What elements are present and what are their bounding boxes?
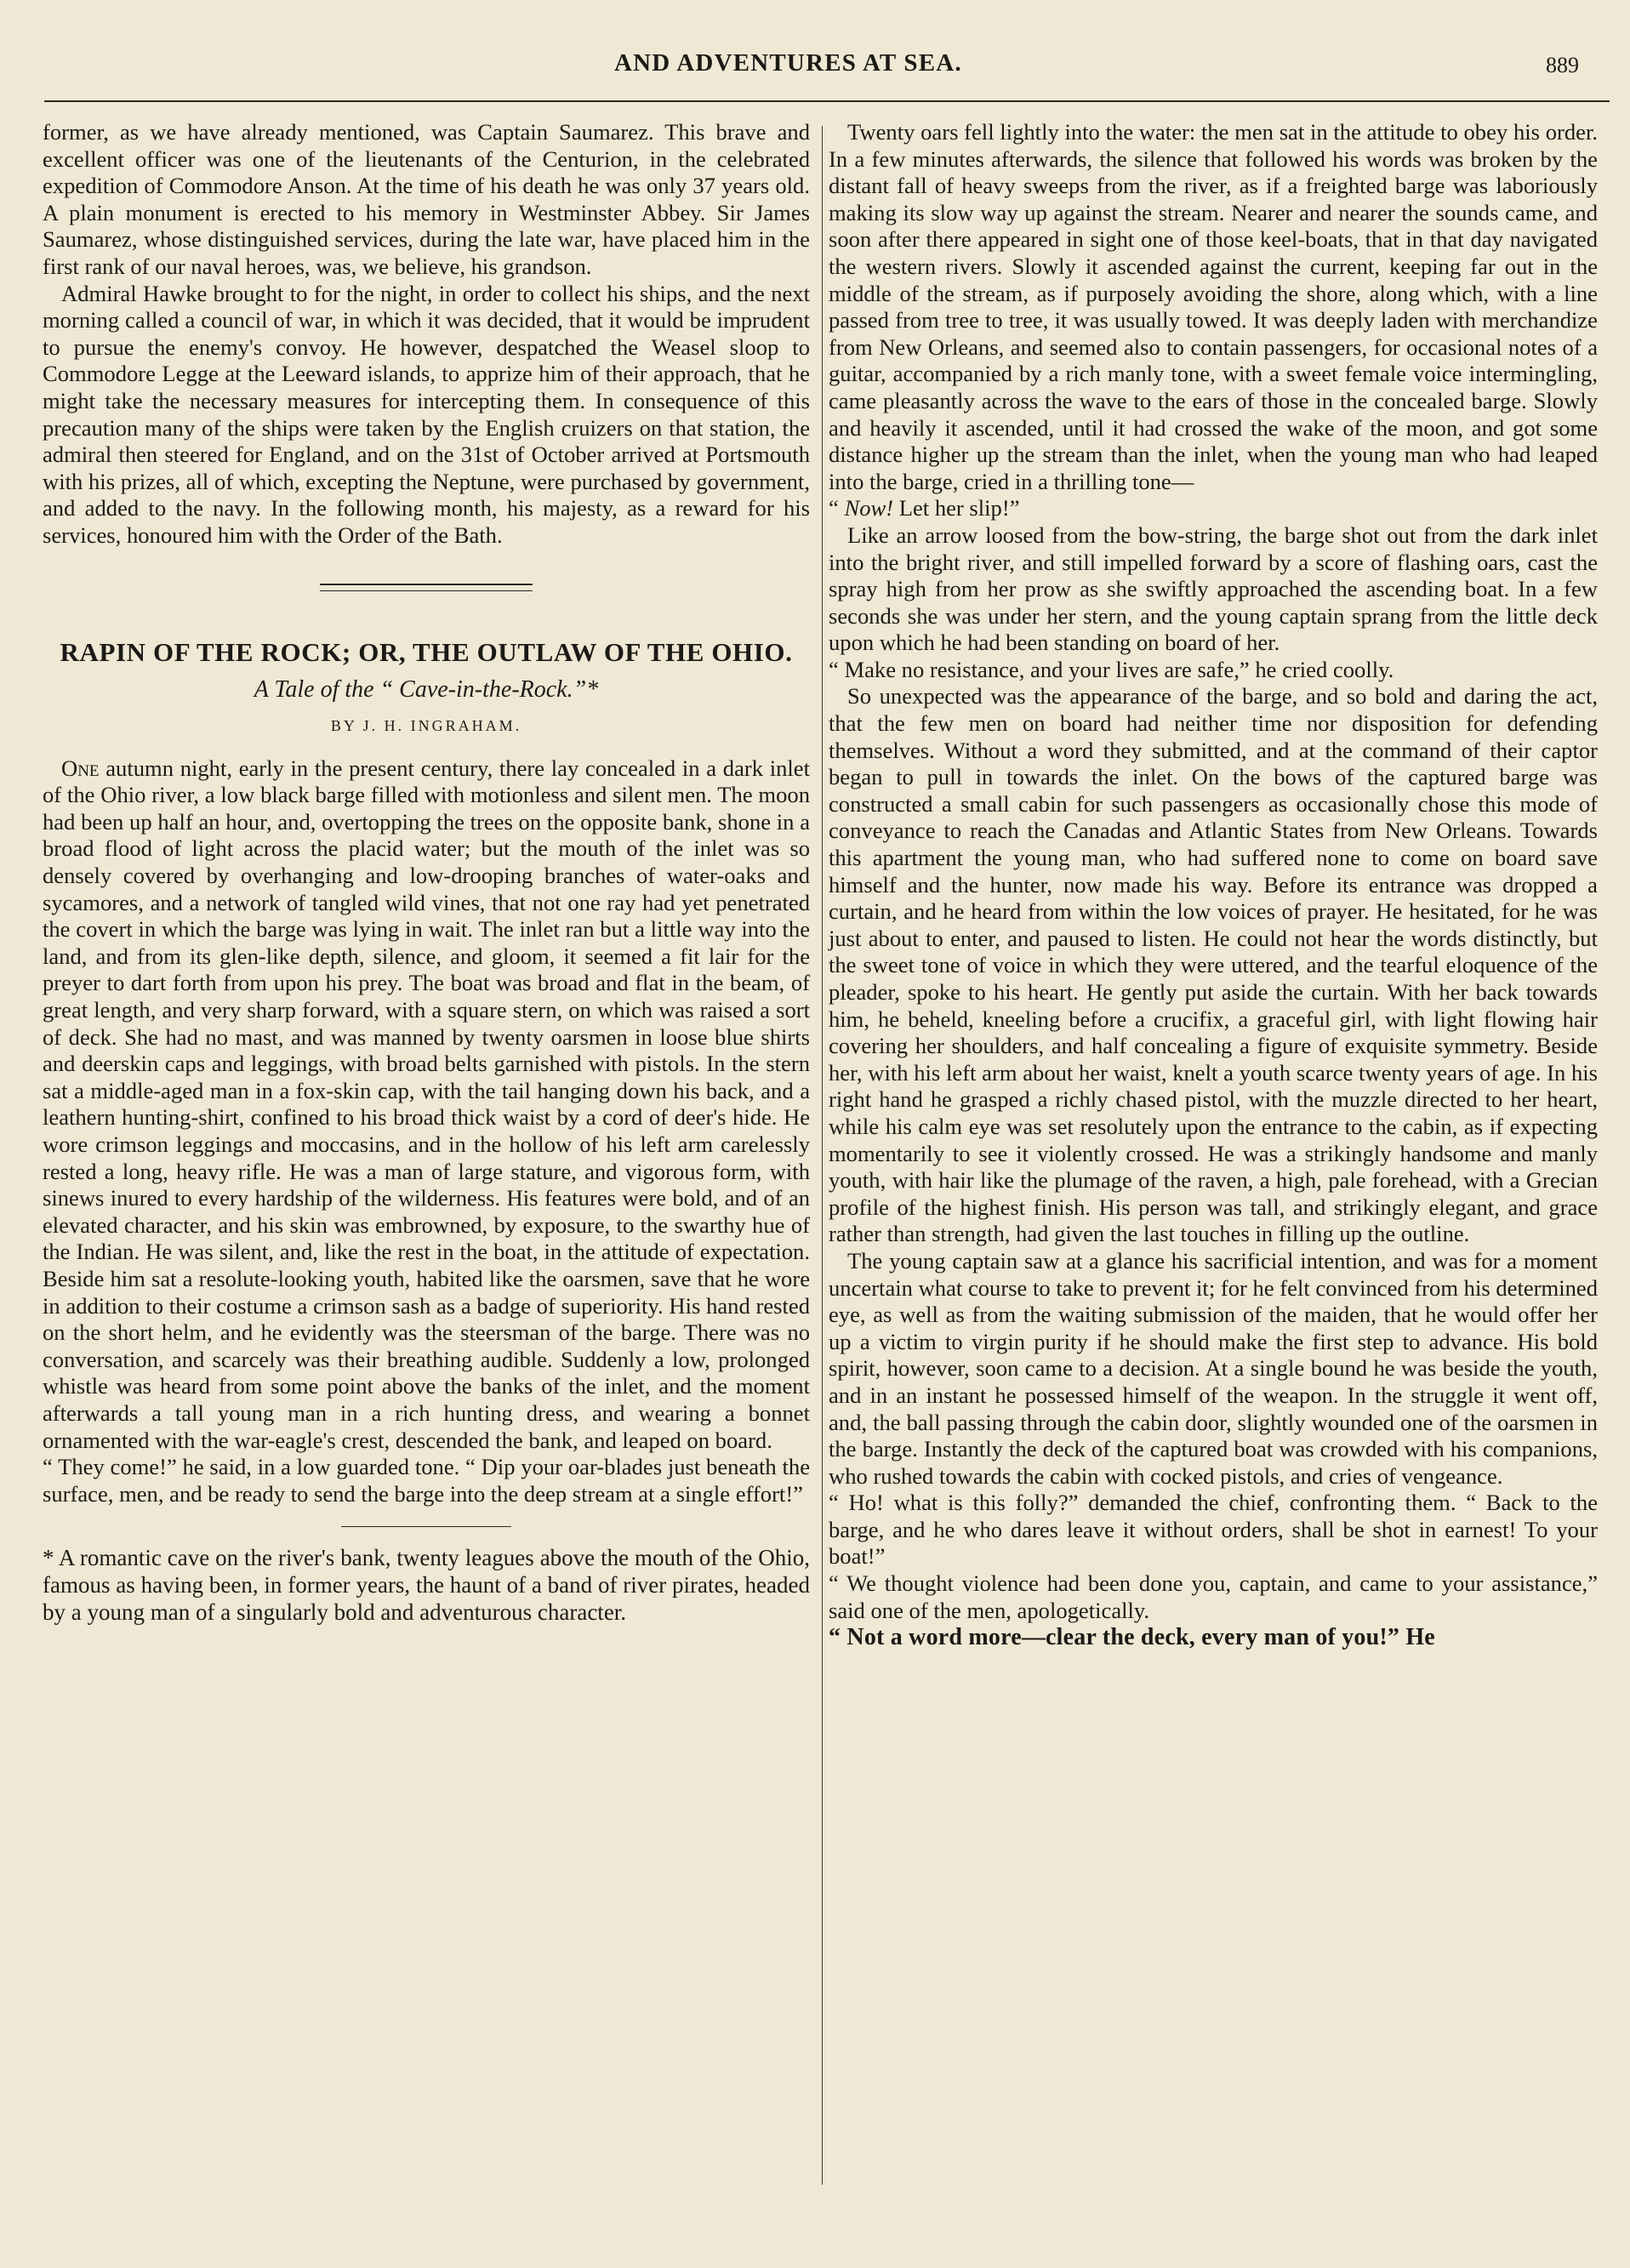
dialogue-make-no-resistance: “ Make no resistance, and your lives are safe,” he cried coolly. <box>829 656 1394 682</box>
running-title: AND ADVENTURES AT SEA. <box>614 49 962 77</box>
article-subtitle: A Tale of the “ Cave-in-the-Rock.”* <box>254 675 599 703</box>
quote-now-italic: Now! <box>844 495 894 521</box>
dialogue-not-a-word-more: “ Not a word more—clear the deck, every man of you!” He <box>829 1624 1435 1651</box>
left-paragraph-2: Admiral Hawke brought to for the night, in order to collect his ships, and the next morning called a council of war, in which it was decided, that it would be imprudent to pursue the enemy's convoy. He however, despatched the Weasel sloop to Commodore Legge at the Leeward islands, to apprize him of their approach, that he might take the necessary measures for intercepting them. In consequence of this precaution many of the ships were taken by the English cruizers on that station, the admiral then steered for England, and on the 31st of October arrived at Portsmouth with his prizes, all of which, excepting the Neptune, were purchased by government, and added to the navy. In the following month, his majesty, as a reward for his services, honoured him with the Order of the Bath. <box>43 280 810 548</box>
quote-open: “ <box>829 495 845 521</box>
opening-word: One <box>61 755 100 781</box>
header-rule <box>44 100 1610 102</box>
article-byline: BY J. H. INGRAHAM. <box>330 717 522 735</box>
article-opening-paragraph <box>43 755 810 1454</box>
right-paragraph-4: The young captain saw at a glance his sacrificial intention, and was for a moment uncertain what course to take to prevent it; for he felt convinced from his determined eye, as well as from the waiting submission of the maiden, that he would offer her up a victim to virgin purity if he should make the first step to advance. His bold spirit, however, soon came to a decision. At a single bound he was beside the youth, and in an instant he possessed himself of the weapon. In the struggle it went off, and, the ball passing through the cabin door, slightly wounded one of the oarsmen in the barge. Instantly the deck of the captured boat was crowded with his companions, who rushed towards the cabin with cocked pistols, and cries of vengeance. <box>829 1247 1598 1489</box>
dialogue-let-her-slip <box>829 495 1598 522</box>
dialogue-they-come: “ They come!” he said, in a low guarded tone. “ Dip your oar-blades just beneath the surface, men, and be ready to send the barge into the deep stream at a single effort!” <box>43 1454 810 1507</box>
footnote: * A romantic cave on the river's bank, twenty leagues above the mouth of the Ohio, famous as having been, in former years, the haunt of a band of river pirates, headed by a young man of a singularly bold and adventurous character. <box>43 1545 810 1626</box>
right-paragraph-1: Twenty oars fell lightly into the water: the men sat in the attitude to obey his order. In a few minutes afterwards, the silence that followed his words was broken by the distant fall of heavy sweeps from the river, as if a freighted barge was laboriously making its slow way up against the stream. Nearer and nearer the sounds came, and soon after there appeared in sight one of those keel-boats, that in that day navigated the western rivers. Slowly it ascended against the current, keeping far out in the middle of the stream, as if purposely avoiding the shore, along which, with a line passed from tree to tree, it was usually towed. It was deeply laden with merchandize from New Orleans, and seemed also to contain passengers, for occasional notes of a guitar, accompanied by a rich manly tone, with a sweet female voice intermingling, came pleasantly across the wave to the ears of those in the concealed barge. Slowly and heavily it ascended, until it had crossed the wake of the moon, and got some distance higher up the stream than the inlet, when the young man who had leaped into the barge, cried in a thrilling tone— <box>829 119 1598 494</box>
article-title: RAPIN OF THE ROCK; OR, THE OUTLAW OF THE OHIO. <box>60 636 793 667</box>
right-column <box>829 119 1598 1651</box>
left-paragraph-1: former, as we have already mentioned, was Captain Saumarez. This brave and excellent officer was one of the lieutenants of the Centurion, in the celebrated expedition of Commodore Anson. At the time of his death he was only 37 years old. A plain monument is erected to his memory in Westminster Abbey. Sir James Saumarez, whose distinguished services, during the late war, have placed him in the first rank of our naval heroes, was, we believe, his grandson. <box>43 119 810 279</box>
opening-text: autumn night, early in the present century, there lay concealed in a dark inlet of the Ohio river, a low black barge filled with motionless and silent men. The moon had been up half an hour, and, overtopping the trees on the opposite bank, shone in a broad flood of light across the placid water; but the mouth of the inlet was so densely covered by overhanging and low-drooping branches of water-oaks and sycamores, and a network of tangled wild vines, that not one ray had yet penetrated the covert in which the barge was lying in wait. The inlet ran but a little way into the land, and from its glen-like depth, silence, and gloom, it seemed a fit lair for the preyer to dart forth from upon his prey. The boat was broad and flat in the beam, of great length, and very sharp forward, with a square stern, on which was raised a sort of deck. She had no mast, and was manned by twenty oarsmen in loose blue shirts and deerskin caps and leggings, with broad belts garnished with pistols. In the stern sat a middle-aged man in a fox-skin cap, with the tail hanging down his back, and a leathern hunting-shirt, confined to his broad thick waist by a cord of deer's hide. He wore crimson leggings and moccasins, and in the hollow of his left arm carelessly rested a long, heavy rifle. He was a man of large stature, and vigorous form, with sinews inured to every hardship of the wilderness. His features were bold, and of an elevated character, and his skin was embrowned, by exposure, to the swarthy hue of the Indian. He was silent, and, like the rest in the boat, in the attitude of expectation. Beside him sat a resolute-looking youth, habited like the oarsmen, save that he wore in addition to their costume a crimson sash as a badge of superiority. His hand rested on the short helm, and he evidently was the steersman of the barge. There was no conversation, and scarcely was their breathing audible. Suddenly a low, prolonged whistle was heard from some point above the banks of the inlet, and the moment afterwards a tall young man in a rich hunting dress, and wearing a bonnet ornamented with the war-eagle's crest, descended the bank, and leaped on board. <box>43 755 810 1453</box>
right-paragraph-3: So unexpected was the appearance of the barge, and so bold and daring the act, that the few men on board had neither time nor disposition for defending themselves. Without a word they submitted, and at the command of their captor began to pull in towards the inlet. On the bows of the captured barge was constructed a small cabin for such passengers as occasionally chose this mode of conveyance to reach the Canadas and Atlantic States from New Orleans. Towards this apartment the young man, who had suffered none to come on board save himself and the hunter, now made his way. Before its entrance was dropped a curtain, and he heard from within the low voices of prayer. He hesitated, for he was just about to enter, and paused to listen. He could not hear the words distinctly, but the sweet tone of voice in which they were uttered, and the tearful eloquence of the pleader, spoke to his heart. He gently put aside the curtain. With her back towards him, he beheld, kneeling before a crucifix, a graceful girl, with light flowing hair covering her shoulders, and half concealing a figure of exquisite symmetry. Beside her, with his left arm about her waist, knelt a youth scarce twenty years of age. In his right hand he grasped a richly chased pistol, with the muzzle directed to her heart, while his calm eye was set resolutely upon the entrance to the cabin, as if expecting momentarily to see it violently crossed. He was a strikingly handsome and manly youth, with hair like the plumage of the raven, a high, pale forehead, with a Grecian profile of the highest finish. His person was tall, and strikingly elegant, and grace rather than strength, had given the last touches in filling up the outline. <box>829 683 1598 1247</box>
page-number: 889 <box>1546 53 1579 77</box>
running-head <box>0 49 1630 83</box>
right-paragraph-2: Like an arrow loosed from the bow-string, the barge shot out from the dark inlet into the bright river, and still impelled forward by a score of flashing oars, cast the spray high from her prow as she swiftly approached the ascending boat. In a few seconds she was under her stern, and the young captain sprang from the little deck upon which he had been standing on board of her. <box>829 521 1598 656</box>
dialogue-what-is-this-folly: “ Ho! what is this folly?” demanded the chief, confronting them. “ Back to the barge, and he who dares leave it without orders, shall be shot in earnest! To your boat!” <box>829 1490 1598 1570</box>
left-column <box>43 119 810 1626</box>
quote-now-rest: Let her slip!” <box>893 495 1020 521</box>
footnote-divider <box>341 1526 511 1527</box>
dialogue-violence-done: “ We thought violence had been done you, captain, and came to your assistance,” said one of the men, apologetically. <box>829 1570 1598 1623</box>
section-divider <box>320 584 533 591</box>
column-divider <box>822 126 823 2185</box>
